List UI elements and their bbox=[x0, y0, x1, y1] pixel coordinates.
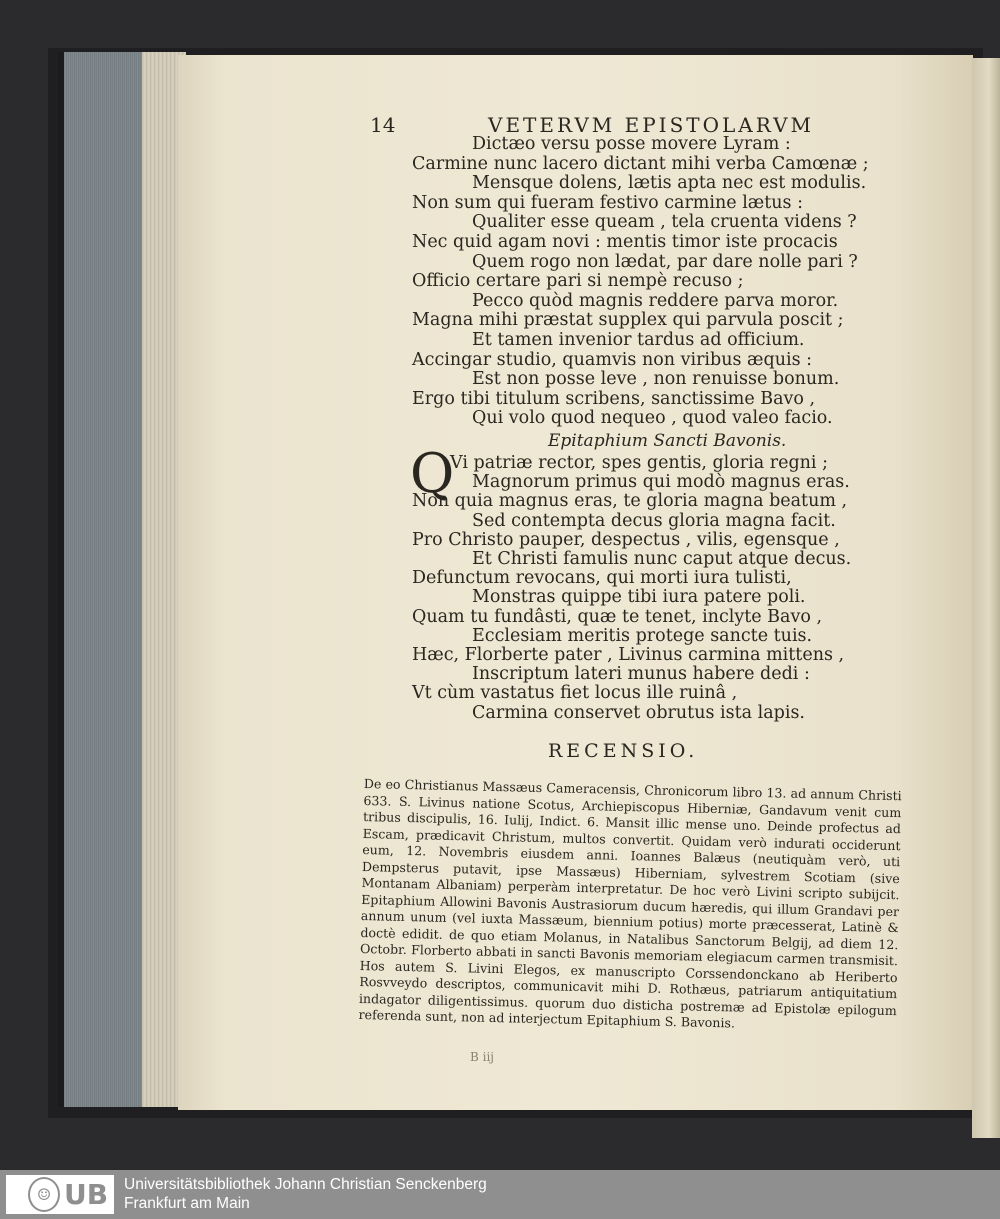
verse-line: Vt cùm vastatus fiet locus ille ruinâ , bbox=[412, 683, 738, 704]
verse-line: Ecclesiam meritis protege sancte tuis. bbox=[472, 625, 813, 646]
signature-mark: B iij bbox=[470, 1050, 495, 1064]
verse-line: Non quia magnus eras, te gloria magna beatum , bbox=[412, 491, 848, 512]
recensio-paragraph: De eo Christianus Massæus Cameracensis, Chronicorum libro 13. ad annum Christi 633. S. Livinus natione Scotus, Archiepiscopus Hiberniæ, Gandavum venit cum tribus discipulis, 16. Iulij, Indict. 6. Mansit illic mense uno. Deinde profectus ad Escam, prædicavit Christum, multos convertit. Quidam verò indurati occiderunt eum, 12. Novembris eiusdem anni. Ioannes Balæus (neutiquàm verò, uti Dempsterus putavit, ipse Massæus) Hiberniam, sylvestrem Scotiam (sive Montanam Albaniam) perperàm interpretatur. De hoc verò Livini scripto subijcit. Epitaphium Allowini Bavonis Austrasiorum ducum hæredis, qui illum Grandavi per annum unum (vel iuxta Massæum, biennium potius) morte præcesserat, Latinè & doctè edidit. de quo etiam Molanus, in Natalibus Sanctorum Belgij, ad diem 12. Octobr. Florberto abbati in sancti Bavonis memoriam elegiacum carmen transmisit. Hos autem S. Livini Elegos, ex manuscripto Corssendonckano ab Heriberto Rosvveydo descriptos, communicavit mihi D. Rothæus, patriarum antiquitatium indagator diligentissimus. quorum duo disticha postremæ ad Epistolæ epilogum referenda sunt, non ad interjectum Epitaphium S. Bavonis. bbox=[358, 776, 902, 1031]
verse-line: Inscriptum lateri munus habere dedi : bbox=[472, 664, 810, 685]
verse-line: Carmina conservet obrutus ista lapis. bbox=[472, 702, 805, 723]
page-number: 14 bbox=[370, 113, 396, 137]
verse-line: Carmine nunc lacero dictant mihi verba Camœnæ ; bbox=[412, 153, 869, 174]
verse-line: Monstras quippe tibi iura patere poli. bbox=[472, 587, 806, 608]
verse-line: Accingar studio, quamvis non viribus æquis : bbox=[412, 349, 813, 370]
running-head: VETERVM EPISTOLARVM bbox=[488, 113, 814, 137]
verse-line: Et tamen invenior tardus ad officium. bbox=[472, 330, 805, 350]
logo-text: UB bbox=[64, 1178, 109, 1211]
verse-line: Hæc, Florberte pater , Livinus carmina mittens , bbox=[412, 645, 845, 665]
verse-line: Vi patriæ rector, spes gentis, gloria regni ; bbox=[450, 453, 828, 473]
verse-line: Non sum qui fueram festivo carmine lætus : bbox=[412, 192, 803, 213]
library-logo[interactable] bbox=[6, 1175, 114, 1214]
drop-cap: Q bbox=[410, 442, 455, 505]
verse-line: Sed contempta decus gloria magna facit. bbox=[472, 510, 836, 531]
verse-line: Pro Christo pauper, despectus , vilis, egensque , bbox=[412, 529, 840, 550]
verse-line: Magnorum primus qui modò magnus eras. bbox=[472, 472, 850, 493]
verse-line: Nec quid agam novi : mentis timor iste procacis bbox=[412, 232, 838, 252]
verse-line: Et Christi famulis nunc caput atque decus. bbox=[472, 549, 852, 569]
verse-line: Mensque dolens, lætis apta nec est modulis. bbox=[472, 173, 867, 194]
verse-line: Magna mihi præstat supplex qui parvula poscit ; bbox=[412, 310, 844, 331]
verse-line: Quem rogo non lædat, par dare nolle pari ? bbox=[472, 251, 858, 272]
epitaph-title: Epitaphium Sancti Bavonis. bbox=[548, 431, 787, 451]
verse-line: Quam tu fundâsti, quæ te tenet, inclyte Bavo , bbox=[412, 606, 823, 627]
verse-line: Qualiter esse queam , tela cruenta videns ? bbox=[472, 212, 857, 233]
recensio-heading: RECENSIO. bbox=[548, 740, 699, 762]
verse-line: Dictæo versu posse movere Lyram : bbox=[472, 134, 791, 154]
library-city: Frankfurt am Main bbox=[124, 1195, 250, 1212]
verse-line: Defunctum revocans, qui morti iura tulisti, bbox=[412, 568, 792, 589]
verse-line: Officio certare pari si nempè recuso ; bbox=[412, 271, 744, 292]
verse-line: Qui volo quod nequeo , quod valeo facio. bbox=[472, 408, 833, 429]
library-name[interactable]: Universitätsbibliothek Johann Christian Senckenberg bbox=[124, 1176, 487, 1193]
page-edges-shadow bbox=[64, 52, 142, 1107]
seal-icon: ☺ bbox=[28, 1177, 60, 1212]
verse-line: Ergo tibi titulum scribens, sanctissime Bavo , bbox=[412, 388, 816, 409]
facing-page-edge bbox=[972, 58, 1000, 1138]
footer-bar bbox=[0, 1170, 1000, 1219]
verse-line: Pecco quòd magnis reddere parva moror. bbox=[472, 290, 839, 311]
verse-line: Est non posse leve , non renuisse bonum. bbox=[472, 369, 840, 390]
